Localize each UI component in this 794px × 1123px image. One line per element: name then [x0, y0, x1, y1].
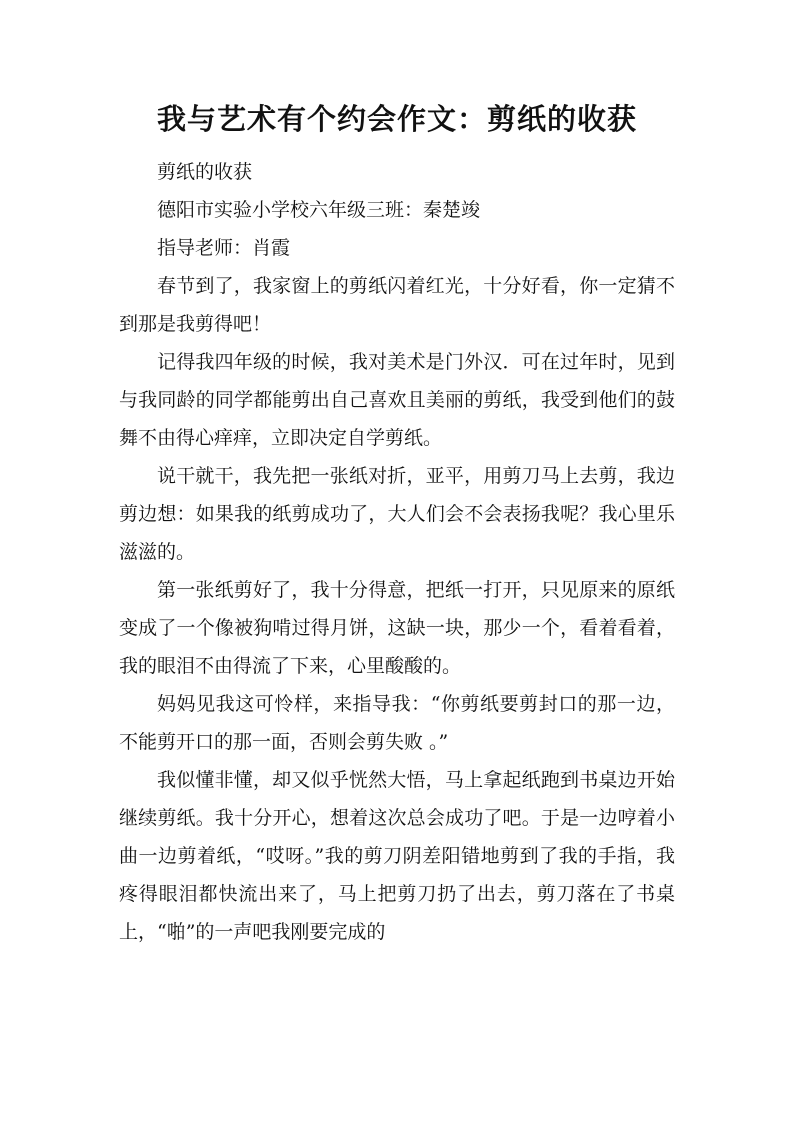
document-body [119, 153, 675, 951]
essay-subtitle: 剪纸的收获 [157, 161, 253, 183]
teacher-line: 指导老师：肖霞 [157, 237, 291, 259]
author-line: 德阳市实验小学校六年级三班：秦楚竣 [157, 199, 481, 221]
paragraph: 我似懂非懂，却又似乎恍然大悟，马上拿起纸跑到书桌边开始继续剪纸。我十分开心，想着这次总会成功了吧。于是一边哼着小曲一边剪着纸，“哎呀。”我的剪刀阴差阳错地剪到了我的手指，我疼得眼泪都快流出来了，马上把剪刀扔了出去，剪刀落在了书桌上，“啪”的一声吧我刚要完成的 [119, 769, 675, 943]
paragraph: 记得我四年级的时候，我对美术是门外汉．可在过年时，见到与我同龄的同学都能剪出自己喜欢且美丽的剪纸，我受到他们的鼓舞不由得心痒痒，立即决定自学剪纸。 [119, 351, 675, 449]
paragraph: 春节到了，我家窗上的剪纸闪着红光，十分好看，你一定猜不到那是我剪得吧！ [119, 275, 675, 335]
paragraph: 说干就干，我先把一张纸对折，亚平，用剪刀马上去剪，我边剪边想：如果我的纸剪成功了，大人们会不会表扬我呢？我心里乐滋滋的。 [119, 465, 675, 563]
document-title: 我与艺术有个约会作文：剪纸的收获 [156, 102, 637, 136]
paragraph: 第一张纸剪好了，我十分得意，把纸一打开，只见原来的原纸变成了一个像被狗啃过得月饼，这缺一块，那少一个，看着看着，我的眼泪不由得流了下来，心里酸酸的。 [119, 579, 675, 677]
paragraph: 妈妈见我这可怜样，来指导我：“你剪纸要剪封口的那一边，不能剪开口的那一面，否则会剪失败 。” [119, 693, 675, 753]
